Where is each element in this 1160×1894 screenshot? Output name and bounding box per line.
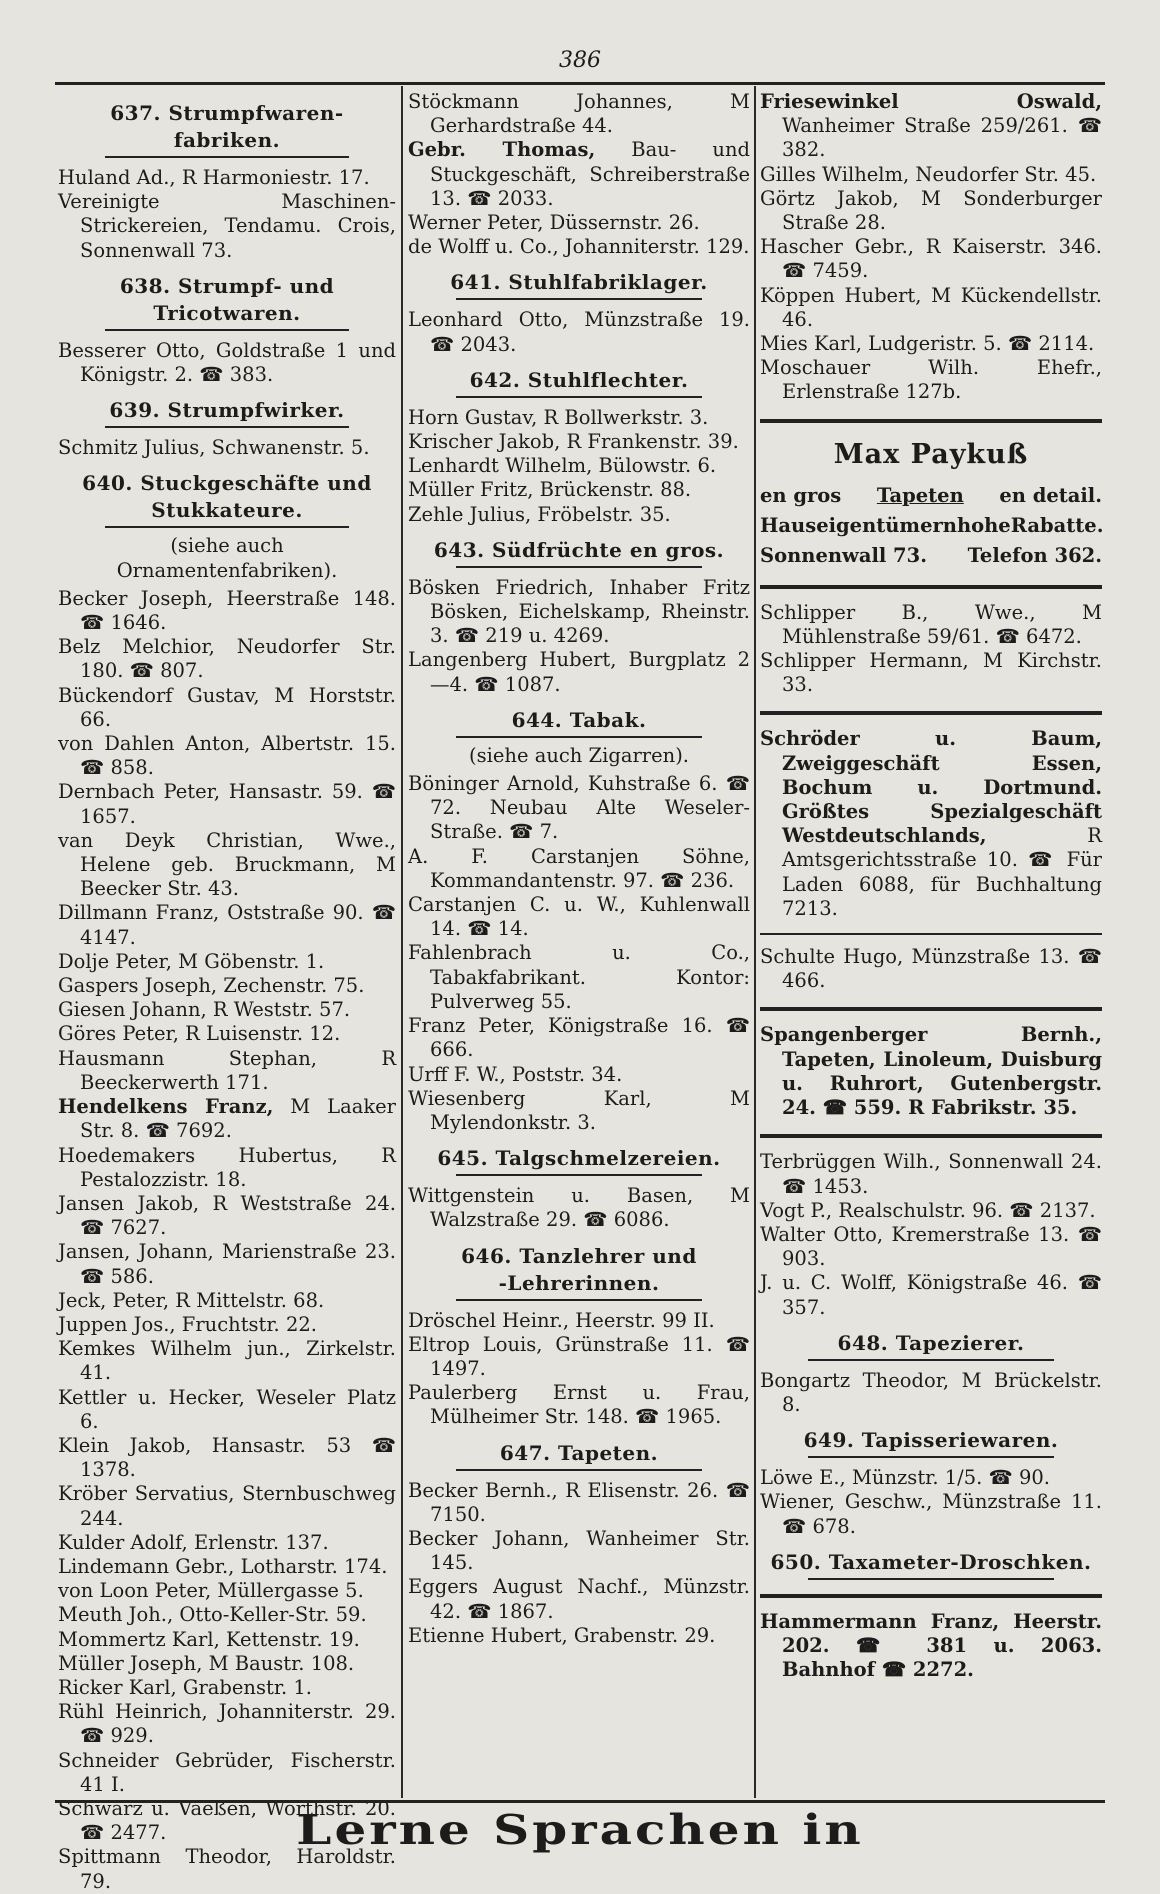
directory-entry (408, 1333, 750, 1381)
top-rule (55, 82, 1105, 85)
category-underline (456, 736, 702, 738)
entry-text: Spittmann Theodor, Haroldstr. 79. (58, 1845, 396, 1893)
advertisement-title: Max Paykuß (833, 438, 1029, 470)
directory-entry (760, 90, 1102, 163)
directory-entry (58, 780, 396, 828)
directory-entry (408, 1087, 750, 1135)
category-heading (760, 1330, 1102, 1361)
entry-text: Huland Ad., R Harmoniestr. 17. (58, 166, 370, 189)
category-title: 637. Strumpfwaren- fabriken. (110, 101, 344, 152)
directory-entry (58, 1700, 396, 1748)
category-underline (105, 426, 348, 428)
advertisement-text: Hauseigentümern (760, 513, 957, 537)
category-underline (456, 566, 702, 568)
entry-text: Löwe E., Münzstr. 1/5. ☎ 90. (760, 1466, 1051, 1490)
directory-entry (760, 727, 1102, 921)
entry-bold-name: Hendelkens Franz, (58, 1095, 274, 1119)
entry-text: Vogt P., Realschulstr. 96. ☎ 2137. (760, 1198, 1096, 1222)
directory-entry (408, 941, 750, 1014)
directory-entry (58, 1434, 396, 1482)
category-underline (808, 1578, 1054, 1580)
entry-text: van Deyk Christian, Wwe., Helene geb. Bruckmann, M Beecker Str. 43. (58, 828, 396, 901)
category-title: 643. Südfrüchte en gros. (433, 537, 725, 562)
directory-entry (760, 187, 1102, 235)
entry-text: A. F. Carstanjen Söhne, Kommandantenstr. 97. ☎ 236. (408, 844, 750, 892)
category-heading (408, 1440, 750, 1471)
category-heading (408, 1243, 750, 1301)
section-rule-thick (760, 585, 1102, 589)
entry-text: Müller Fritz, Brückenstr. 88. (408, 478, 692, 502)
entry-text: Etienne Hubert, Grabenstr. 29. (408, 1623, 716, 1647)
directory-entry (760, 332, 1102, 356)
category-heading (408, 1145, 750, 1176)
entry-text: Mommertz Karl, Kettenstr. 19. (58, 1627, 360, 1651)
directory-entry (760, 1271, 1102, 1319)
entry-text: de Wolff u. Co., Johanniterstr. 129. (408, 235, 750, 259)
entry-text: Hoedemakers Hubertus, R Pestalozzistr. 18. (58, 1143, 396, 1191)
category-heading (408, 537, 750, 568)
entry-text: Dröschel Heinr., Heerstr. 99 II. (408, 1308, 715, 1332)
category-underline (105, 156, 348, 158)
directory-entry (58, 1555, 396, 1579)
category-note: (siehe auch Ornamentenfabriken). (116, 534, 338, 582)
directory-entry (58, 1676, 396, 1700)
category-title: 645. Talgschmelzereien. (437, 1146, 721, 1171)
entry-text: Kulder Adolf, Erlenstr. 137. (58, 1530, 329, 1554)
directory-entry (58, 1144, 396, 1192)
directory-entry (58, 166, 396, 190)
entry-text: Hascher Gebr., R Kaiserstr. 346. ☎ 7459. (760, 235, 1102, 283)
directory-entry (408, 430, 750, 454)
section-rule-thick (760, 419, 1102, 423)
entry-text: Ricker Karl, Grabenstr. 1. (58, 1675, 312, 1699)
advertisement-line (760, 481, 1102, 511)
category-underline (808, 1359, 1054, 1361)
directory-entry (58, 190, 396, 263)
section-rule-thick (760, 1594, 1102, 1598)
column-divider-2 (754, 86, 756, 1798)
category-underline (456, 298, 702, 300)
directory-entry (58, 1289, 396, 1313)
entry-text: Wiener, Geschw., Münzstraße 11. ☎ 678. (760, 1490, 1102, 1538)
category-underline (808, 1456, 1054, 1458)
category-title: 642. Stuhlflechter. (469, 367, 689, 392)
category-heading (58, 100, 396, 158)
directory-entry (408, 478, 750, 502)
page-number: 386 (559, 48, 601, 73)
entry-text: Hausmann Stephan, R Beeckerwerth 171. (58, 1046, 396, 1094)
directory-entry (58, 829, 396, 902)
entry-bold-name: Friesewinkel Oswald, (760, 90, 1102, 113)
category-title: 641. Stuhlfabriklager. (450, 270, 708, 295)
directory-entry (58, 1240, 396, 1288)
directory-entry (760, 1610, 1102, 1683)
directory-entry (58, 1022, 396, 1046)
directory-entry (760, 356, 1102, 404)
advertisement-text: en detail. (999, 483, 1102, 507)
category-underline (456, 1174, 702, 1176)
directory-entry (58, 974, 396, 998)
entry-text: Besserer Otto, Goldstraße 1 und Königstr. 2. ☎ 383. (58, 338, 396, 387)
entry-text: Horn Gustav, R Bollwerkstr. 3. (408, 405, 709, 429)
entry-text: Schmitz Julius, Schwanenstr. 5. (58, 436, 370, 460)
entry-text: Giesen Johann, R Weststr. 57. (58, 998, 351, 1022)
entry-text: Müller Joseph, M Baustr. 108. (58, 1651, 355, 1675)
directory-entry (408, 1063, 750, 1087)
directory-entry (760, 284, 1102, 332)
entry-text: Wittgenstein u. Basen, M Walzstraße 29. ☎ 6086. (408, 1184, 750, 1232)
category-heading (408, 707, 750, 738)
entry-bold-name: Hammermann Franz, Heerstr. 202. ☎ 381 u. 2063. Bahnhof ☎ 2272. (760, 1609, 1102, 1682)
advertisement-text: Tapeten (876, 483, 964, 507)
directory-entry (760, 1223, 1102, 1271)
entry-text: Dillmann Franz, Oststraße 90. ☎ 4147. (58, 901, 396, 949)
entry-text: Zehle Julius, Fröbelstr. 35. (408, 502, 671, 526)
entry-text: Bösken Friedrich, Inhaber Fritz Bösken, Eichelskamp, Rheinstr. 3. ☎ 219 u. 4269. (408, 575, 750, 648)
directory-entry (408, 648, 750, 696)
directory-entry (58, 436, 396, 460)
category-underline (456, 396, 702, 398)
directory-entry (58, 1337, 396, 1385)
directory-entry (58, 1749, 396, 1797)
directory-entry (408, 1309, 750, 1333)
entry-text: Krischer Jakob, R Frankenstr. 39. (408, 430, 739, 454)
category-title: 638. Strumpf- und Tricotwaren. (119, 273, 335, 325)
entry-text: von Dahlen Anton, Albertstr. 15. ☎ 858. (58, 732, 396, 780)
directory-entry (58, 684, 396, 732)
entry-text: Gaspers Joseph, Zechenstr. 75. (58, 974, 365, 998)
entry-text: Rühl Heinrich, Johanniterstr. 29. ☎ 929. (58, 1700, 396, 1748)
category-underline (456, 1299, 702, 1301)
entry-text: M Laaker Str. 8. ☎ 7692. (80, 1095, 396, 1143)
category-heading (58, 273, 396, 331)
directory-entry (408, 90, 750, 138)
directory-entry (408, 845, 750, 893)
advertisement-text: hohe (956, 513, 1011, 537)
column-left (58, 90, 396, 1893)
column-divider-1 (401, 86, 403, 1798)
advertisement-line (760, 511, 1102, 541)
category-title: 650. Taxameter-Droschken. (770, 1549, 1092, 1574)
entry-text: Moschauer Wilh. Ehefr., Erlenstraße 127b. (760, 356, 1102, 404)
advertisement-text: en gros (760, 483, 842, 507)
directory-entry (58, 1482, 396, 1530)
directory-entry (58, 1579, 396, 1603)
entry-bold-name: Gebr. Thomas, (408, 138, 596, 162)
entry-text: Bongartz Theodor, M Brückelstr. 8. (760, 1368, 1102, 1416)
entry-text: Walter Otto, Kremerstraße 13. ☎ 903. (760, 1222, 1102, 1271)
directory-entry (408, 308, 750, 356)
directory-entry (58, 1095, 396, 1143)
directory-entry (408, 211, 750, 235)
entry-text: Lindemann Gebr., Lotharstr. 174. (58, 1554, 388, 1578)
entry-text: Gilles Wilhelm, Neudorfer Str. 45. (760, 162, 1097, 186)
directory-entry (58, 1047, 396, 1095)
entry-text: Terbrüggen Wilh., Sonnenwall 24. ☎ 1453. (760, 1150, 1102, 1198)
directory-entry (408, 406, 750, 430)
directory-entry (408, 454, 750, 478)
entry-text: Fahlenbrach u. Co., Tabakfabrikant. Kontor: Pulverweg 55. (408, 941, 750, 1013)
entry-text: J. u. C. Wolff, Königstraße 46. ☎ 357. (760, 1271, 1102, 1319)
category-title: 640. Stuckgeschäfte und Stukkateure. (82, 471, 372, 523)
directory-entry (408, 1575, 750, 1623)
category-title: 644. Tabak. (511, 707, 647, 732)
directory-entry (408, 772, 750, 845)
directory-entry (58, 1313, 396, 1337)
directory-entry (58, 950, 396, 974)
entry-text: Böninger Arnold, Kuhstraße 6. ☎ 72. Neubau Alte Weseler-Straße. ☎ 7. (408, 772, 750, 844)
entry-text: Kettler u. Hecker, Weseler Platz 6. (58, 1385, 396, 1433)
directory-entry (58, 1386, 396, 1434)
entry-text: Wanheimer Straße 259/261. ☎ 382. (782, 114, 1102, 162)
advertisement-text: Sonnenwall 73. (760, 543, 927, 567)
directory-entry (760, 945, 1102, 993)
directory-entry (760, 601, 1102, 649)
entry-text: Bückendorf Gustav, M Horststr. 66. (58, 683, 396, 731)
entry-text: Wiesenberg Karl, M Mylendonkstr. 3. (408, 1086, 750, 1134)
entry-text: Stöckmann Johannes, M Gerhardstraße 44. (408, 90, 750, 138)
column-middle (408, 90, 750, 1795)
entry-text: Urff F. W., Poststr. 34. (408, 1062, 623, 1086)
category-title: 639. Strumpfwirker. (109, 398, 345, 423)
entry-text: Becker Joseph, Heerstraße 148. ☎ 1646. (58, 586, 396, 635)
entry-text: Görtz Jakob, M Sonderburger Straße 28. (760, 186, 1102, 235)
directory-entry (58, 339, 396, 387)
section-rule-thick (760, 1134, 1102, 1138)
entry-text: Leonhard Otto, Münzstraße 19. ☎ 2043. (408, 308, 750, 356)
directory-entry (760, 1150, 1102, 1198)
entry-text: Kemkes Wilhelm jun., Zirkelstr. 41. (58, 1337, 396, 1385)
entry-text: Schwarz u. Vaeßen, Wörthstr. 20. ☎ 2477. (58, 1796, 396, 1845)
entry-text: Jansen, Johann, Marienstraße 23. ☎ 586. (58, 1240, 396, 1288)
category-title: 646. Tanzlehrer und -Lehrerinnen. (461, 1243, 697, 1295)
directory-entry (408, 503, 750, 527)
directory-entry (408, 235, 750, 259)
category-heading (58, 397, 396, 428)
directory-entry (760, 1466, 1102, 1490)
category-underline (105, 329, 348, 331)
entry-text: Werner Peter, Düssernstr. 26. (408, 211, 700, 235)
entry-text: Klein Jakob, Hansastr. 53 ☎ 1378. (58, 1433, 396, 1482)
entry-text: Schneider Gebrüder, Fischerstr. 41 I. (58, 1748, 396, 1796)
directory-entry (760, 649, 1102, 697)
entry-text: Schulte Hugo, Münzstraße 13. ☎ 466. (760, 945, 1102, 993)
directory-entry (408, 1014, 750, 1062)
directory-entry (58, 587, 396, 635)
entry-text: Juppen Jos., Fruchtstr. 22. (58, 1312, 317, 1336)
entry-text: Becker Bernh., R Elisenstr. 26. ☎ 7150. (408, 1478, 750, 1526)
footer-slogan: Lerne Sprachen in (296, 1805, 864, 1854)
category-note: (siehe auch Zigarren). (469, 743, 689, 767)
category-underline (456, 1469, 702, 1471)
entry-text: Eggers August Nachf., Münzstr. 42. ☎ 1867. (408, 1575, 750, 1623)
entry-text: Becker Johann, Wanheimer Str. 145. (408, 1526, 750, 1575)
entry-text: Kröber Servatius, Sternbuschweg 244. (58, 1482, 396, 1530)
entry-text: Schlipper B., Wwe., M Mühlenstraße 59/61. ☎ 6472. (760, 600, 1102, 648)
directory-entry (58, 1603, 396, 1627)
entry-text: Belz Melchior, Neudorfer Str. 180. ☎ 807. (58, 635, 396, 683)
entry-text: Schlipper Hermann, M Kirchstr. 33. (760, 649, 1102, 697)
entry-text: R Amtsgerichtsstraße 10. ☎ Für Laden 6088, für Buchhaltung 7213. (782, 824, 1102, 920)
category-heading (760, 1549, 1102, 1580)
directory-entry (408, 138, 750, 211)
directory-entry (58, 1628, 396, 1652)
entry-text: Carstanjen C. u. W., Kuhlenwall 14. ☎ 14. (408, 893, 750, 941)
entry-text: Meuth Joh., Otto-Keller-Str. 59. (58, 1603, 367, 1627)
directory-entry (58, 635, 396, 683)
entry-text: von Loon Peter, Müllergasse 5. (58, 1579, 364, 1603)
directory-entry (760, 1369, 1102, 1417)
directory-entry (760, 163, 1102, 187)
directory-entry (58, 1652, 396, 1676)
bottom-rule (55, 1800, 1105, 1803)
section-rule-thick (760, 1007, 1102, 1011)
directory-entry (58, 732, 396, 780)
section-rule-thin (760, 933, 1102, 935)
directory-entry (408, 893, 750, 941)
entry-text: Köppen Hubert, M Kückendellstr. 46. (760, 283, 1102, 331)
entry-text: Jansen Jakob, R Weststraße 24. ☎ 7627. (58, 1191, 396, 1240)
category-title: 648. Tapezierer. (837, 1330, 1025, 1355)
column-right (760, 90, 1102, 1795)
entry-text: Bau- und Stuckgeschäft, Schreiberstraße 13. ☎ 2033. (430, 138, 750, 210)
entry-text: Vereinigte Maschinen-Strickereien, Tendamu. Crois, Sonnenwall 73. (58, 190, 396, 262)
entry-text: Jeck, Peter, R Mittelstr. 68. (58, 1288, 325, 1312)
category-underline (105, 526, 348, 528)
directory-entry (58, 998, 396, 1022)
directory-entry (408, 1479, 750, 1527)
advertisement-line (760, 541, 1102, 571)
entry-bold-name: Spangenberger Bernh., Tapeten, Linoleum, Duisburg u. Ruhrort, Gutenbergstr. 24. ☎ 559. R Fabrikstr. 35. (760, 1023, 1102, 1120)
entry-text: Dernbach Peter, Hansastr. 59. ☎ 1657. (58, 780, 396, 828)
entry-text: Langenberg Hubert, Burgplatz 2—4. ☎ 1087. (408, 648, 750, 696)
directory-entry (58, 1192, 396, 1240)
advertisement-block (760, 435, 1102, 571)
entry-text: Paulerberg Ernst u. Frau, Mülheimer Str. 148. ☎ 1965. (408, 1381, 750, 1429)
section-rule-thick (760, 711, 1102, 715)
directory-entry (760, 1490, 1102, 1538)
category-title: 649. Tapisseriewaren. (803, 1428, 1059, 1453)
entry-text: Mies Karl, Ludgeristr. 5. ☎ 2114. (760, 332, 1095, 356)
directory-entry (58, 1531, 396, 1555)
directory-entry (408, 1381, 750, 1429)
directory-entry (58, 901, 396, 949)
category-heading (408, 269, 750, 300)
entry-text: Eltrop Louis, Grünstraße 11. ☎ 1497. (408, 1332, 750, 1380)
directory-entry (760, 235, 1102, 283)
directory-entry (408, 1527, 750, 1575)
directory-entry (760, 1023, 1102, 1120)
entry-text: Franz Peter, Königstraße 16. ☎ 666. (408, 1014, 750, 1062)
directory-entry (408, 1624, 750, 1648)
category-title: 647. Tapeten. (499, 1440, 659, 1465)
directory-entry (408, 576, 750, 649)
advertisement-text: Telefon 362. (967, 543, 1102, 567)
directory-entry (760, 1199, 1102, 1223)
entry-text: Dolje Peter, M Göbenstr. 1. (58, 949, 325, 973)
entry-text: Lenhardt Wilhelm, Bülowstr. 6. (408, 454, 717, 478)
category-heading (760, 1427, 1102, 1458)
category-heading (58, 470, 396, 528)
advertisement-text: Rabatte. (1010, 513, 1104, 537)
directory-entry (408, 1184, 750, 1232)
category-heading (408, 367, 750, 398)
entry-text: Göres Peter, R Luisenstr. 12. (58, 1022, 341, 1046)
entry-bold-name: Schröder u. Baum, Zweiggeschäft Essen, Bochum u. Dortmund. Größtes Spezialgeschäft Westdeutschlands, (760, 727, 1102, 848)
